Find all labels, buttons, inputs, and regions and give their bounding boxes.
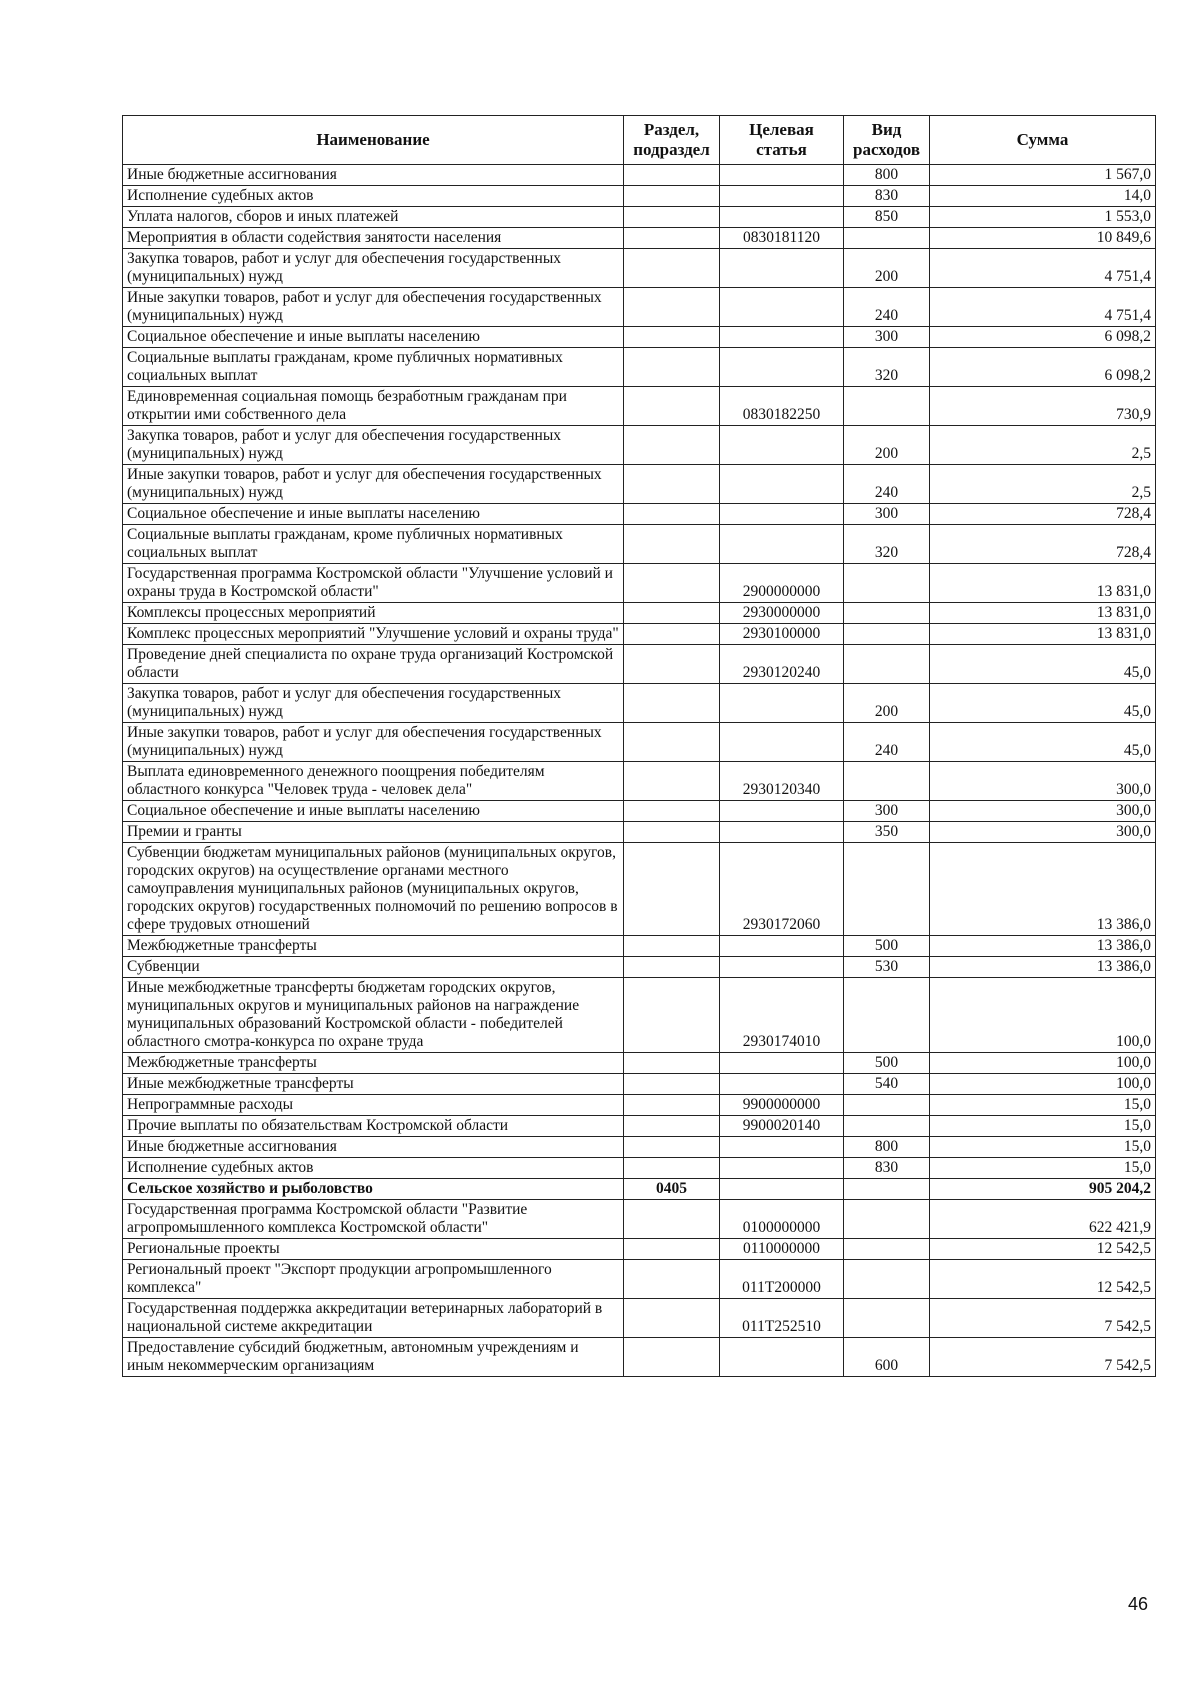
cell-type: 350 [844, 822, 930, 843]
table-row [123, 387, 1156, 426]
cell-section [624, 465, 720, 504]
cell-name: Уплата налогов, сборов и иных платежей [123, 207, 624, 228]
cell-name: Региональный проект "Экспорт продукции агропромышленного комплекса" [123, 1260, 624, 1299]
cell-section [624, 936, 720, 957]
cell-amount: 13 386,0 [930, 936, 1156, 957]
cell-name: Социальное обеспечение и иные выплаты населению [123, 504, 624, 525]
table-row [123, 645, 1156, 684]
cell-type: 540 [844, 1074, 930, 1095]
table-row [123, 564, 1156, 603]
cell-name: Иные бюджетные ассигнования [123, 165, 624, 186]
header-amount: Сумма [930, 116, 1156, 165]
cell-type: 300 [844, 504, 930, 525]
cell-amount: 1 567,0 [930, 165, 1156, 186]
table-row [123, 957, 1156, 978]
table-header-row [123, 116, 1156, 165]
cell-section [624, 249, 720, 288]
cell-type [844, 603, 930, 624]
cell-type: 320 [844, 525, 930, 564]
cell-article [720, 723, 844, 762]
cell-name: Комплекс процессных мероприятий "Улучшение условий и охраны труда" [123, 624, 624, 645]
cell-article: 0830182250 [720, 387, 844, 426]
cell-amount: 13 386,0 [930, 957, 1156, 978]
cell-type: 200 [844, 684, 930, 723]
cell-section [624, 822, 720, 843]
table-row [123, 1137, 1156, 1158]
cell-amount: 45,0 [930, 645, 1156, 684]
cell-section [624, 348, 720, 387]
cell-section [624, 564, 720, 603]
table-row [123, 801, 1156, 822]
cell-article: 2930174010 [720, 978, 844, 1053]
cell-amount: 730,9 [930, 387, 1156, 426]
cell-name: Мероприятия в области содействия занятости населения [123, 228, 624, 249]
cell-amount: 14,0 [930, 186, 1156, 207]
cell-section [624, 1239, 720, 1260]
cell-amount: 905 204,2 [930, 1179, 1156, 1200]
cell-name: Непрограммные расходы [123, 1095, 624, 1116]
table-row [123, 1074, 1156, 1095]
table-row [123, 1095, 1156, 1116]
cell-section [624, 957, 720, 978]
cell-amount: 12 542,5 [930, 1260, 1156, 1299]
cell-type: 830 [844, 1158, 930, 1179]
cell-section [624, 165, 720, 186]
cell-amount: 15,0 [930, 1116, 1156, 1137]
cell-name: Государственная программа Костромской области "Улучшение условий и охраны труда в Костромской области" [123, 564, 624, 603]
cell-name: Комплексы процессных мероприятий [123, 603, 624, 624]
cell-article [720, 249, 844, 288]
cell-name: Сельское хозяйство и рыболовство [123, 1179, 624, 1200]
cell-amount: 13 831,0 [930, 564, 1156, 603]
cell-section [624, 1074, 720, 1095]
table-row [123, 978, 1156, 1053]
cell-amount: 6 098,2 [930, 327, 1156, 348]
cell-amount: 45,0 [930, 723, 1156, 762]
cell-article [720, 1179, 844, 1200]
cell-name: Иные закупки товаров, работ и услуг для обеспечения государственных (муниципальных) нужд [123, 465, 624, 504]
table-row [123, 327, 1156, 348]
cell-type [844, 1200, 930, 1239]
cell-name: Закупка товаров, работ и услуг для обеспечения государственных (муниципальных) нужд [123, 684, 624, 723]
cell-section [624, 1095, 720, 1116]
cell-type [844, 978, 930, 1053]
table-row [123, 936, 1156, 957]
cell-article [720, 1338, 844, 1377]
cell-name: Социальное обеспечение и иные выплаты населению [123, 801, 624, 822]
cell-article [720, 801, 844, 822]
cell-article [720, 936, 844, 957]
cell-name: Субвенции [123, 957, 624, 978]
cell-type [844, 1239, 930, 1260]
cell-type: 500 [844, 1053, 930, 1074]
cell-type: 240 [844, 288, 930, 327]
cell-article: 2930172060 [720, 843, 844, 936]
cell-amount: 15,0 [930, 1137, 1156, 1158]
table-body [123, 165, 1156, 1377]
cell-amount: 12 542,5 [930, 1239, 1156, 1260]
cell-amount: 10 849,6 [930, 228, 1156, 249]
cell-article: 0830181120 [720, 228, 844, 249]
cell-article: 9900020140 [720, 1116, 844, 1137]
cell-type: 240 [844, 723, 930, 762]
cell-section [624, 1137, 720, 1158]
cell-article [720, 525, 844, 564]
cell-amount: 15,0 [930, 1158, 1156, 1179]
cell-amount: 2,5 [930, 465, 1156, 504]
table-row [123, 1239, 1156, 1260]
cell-article: 011Т200000 [720, 1260, 844, 1299]
cell-article [720, 288, 844, 327]
cell-type: 300 [844, 801, 930, 822]
header-section: Раздел, подраздел [624, 116, 720, 165]
cell-article: 0110000000 [720, 1239, 844, 1260]
cell-section [624, 624, 720, 645]
table-row [123, 762, 1156, 801]
cell-type [844, 1095, 930, 1116]
cell-section [624, 645, 720, 684]
cell-type [844, 624, 930, 645]
cell-name: Региональные проекты [123, 1239, 624, 1260]
cell-section [624, 1299, 720, 1338]
table-row [123, 504, 1156, 525]
cell-article: 2930100000 [720, 624, 844, 645]
cell-amount: 100,0 [930, 1053, 1156, 1074]
cell-name: Прочие выплаты по обязательствам Костромской области [123, 1116, 624, 1137]
cell-section [624, 723, 720, 762]
cell-type [844, 564, 930, 603]
cell-name: Закупка товаров, работ и услуг для обеспечения государственных (муниципальных) нужд [123, 249, 624, 288]
cell-article [720, 1074, 844, 1095]
cell-name: Государственная программа Костромской области "Развитие агропромышленного комплекса Костромской области" [123, 1200, 624, 1239]
cell-amount: 100,0 [930, 1074, 1156, 1095]
cell-type [844, 1260, 930, 1299]
cell-type [844, 1299, 930, 1338]
cell-amount: 300,0 [930, 762, 1156, 801]
cell-type: 850 [844, 207, 930, 228]
cell-section [624, 603, 720, 624]
cell-article [720, 1053, 844, 1074]
cell-type: 300 [844, 327, 930, 348]
cell-amount: 13 831,0 [930, 624, 1156, 645]
table-row [123, 822, 1156, 843]
cell-section [624, 801, 720, 822]
cell-section [624, 684, 720, 723]
table-row [123, 1338, 1156, 1377]
cell-section [624, 207, 720, 228]
cell-article [720, 165, 844, 186]
header-name: Наименование [123, 116, 624, 165]
cell-type: 530 [844, 957, 930, 978]
cell-article [720, 348, 844, 387]
header-article: Целевая статья [720, 116, 844, 165]
cell-amount: 100,0 [930, 978, 1156, 1053]
cell-type [844, 228, 930, 249]
cell-amount: 6 098,2 [930, 348, 1156, 387]
cell-section [624, 327, 720, 348]
cell-amount: 300,0 [930, 822, 1156, 843]
cell-name: Социальные выплаты гражданам, кроме публичных нормативных социальных выплат [123, 525, 624, 564]
table-row [123, 186, 1156, 207]
cell-name: Закупка товаров, работ и услуг для обеспечения государственных (муниципальных) нужд [123, 426, 624, 465]
cell-name: Проведение дней специалиста по охране труда организаций Костромской области [123, 645, 624, 684]
cell-type: 600 [844, 1338, 930, 1377]
table-row [123, 426, 1156, 465]
cell-type [844, 843, 930, 936]
cell-article: 2930000000 [720, 603, 844, 624]
table-row [123, 1260, 1156, 1299]
cell-amount: 728,4 [930, 504, 1156, 525]
cell-section [624, 525, 720, 564]
cell-amount: 622 421,9 [930, 1200, 1156, 1239]
cell-name: Предоставление субсидий бюджетным, автономным учреждениям и иным некоммерческим организациям [123, 1338, 624, 1377]
cell-section [624, 762, 720, 801]
cell-section [624, 426, 720, 465]
cell-amount: 4 751,4 [930, 249, 1156, 288]
table-row [123, 165, 1156, 186]
cell-name: Иные межбюджетные трансферты [123, 1074, 624, 1095]
table-row [123, 624, 1156, 645]
cell-amount: 728,4 [930, 525, 1156, 564]
table-row [123, 207, 1156, 228]
cell-type [844, 762, 930, 801]
table-row [123, 525, 1156, 564]
table-row [123, 684, 1156, 723]
cell-name: Иные межбюджетные трансферты бюджетам городских округов, муниципальных округов и муниципальных районов на награждение муниципальных образований Костромской области - победителей областного смотра-конкурса по охране труда [123, 978, 624, 1053]
cell-article [720, 186, 844, 207]
cell-article: 011Т252510 [720, 1299, 844, 1338]
cell-amount: 13 831,0 [930, 603, 1156, 624]
cell-amount: 1 553,0 [930, 207, 1156, 228]
header-type: Вид расходов [844, 116, 930, 165]
cell-name: Социальные выплаты гражданам, кроме публичных нормативных социальных выплат [123, 348, 624, 387]
table-row [123, 1299, 1156, 1338]
cell-name: Исполнение судебных актов [123, 186, 624, 207]
cell-section [624, 1200, 720, 1239]
cell-section [624, 1053, 720, 1074]
cell-type: 200 [844, 426, 930, 465]
cell-section [624, 387, 720, 426]
cell-name: Премии и гранты [123, 822, 624, 843]
cell-article: 2900000000 [720, 564, 844, 603]
table-row [123, 465, 1156, 504]
cell-amount: 13 386,0 [930, 843, 1156, 936]
cell-type [844, 1179, 930, 1200]
page-number: 46 [1128, 1594, 1149, 1614]
cell-amount: 4 751,4 [930, 288, 1156, 327]
cell-amount: 300,0 [930, 801, 1156, 822]
cell-article [720, 327, 844, 348]
cell-section [624, 843, 720, 936]
cell-name: Иные закупки товаров, работ и услуг для обеспечения государственных (муниципальных) нужд [123, 288, 624, 327]
cell-section [624, 1260, 720, 1299]
cell-article [720, 822, 844, 843]
cell-section [624, 186, 720, 207]
cell-amount: 45,0 [930, 684, 1156, 723]
cell-section [624, 228, 720, 249]
cell-article [720, 957, 844, 978]
cell-article [720, 426, 844, 465]
table-row [123, 288, 1156, 327]
cell-section [624, 978, 720, 1053]
cell-article [720, 207, 844, 228]
cell-type [844, 387, 930, 426]
cell-amount: 2,5 [930, 426, 1156, 465]
table-row [123, 348, 1156, 387]
cell-article: 0100000000 [720, 1200, 844, 1239]
cell-article: 2930120240 [720, 645, 844, 684]
table-row [123, 603, 1156, 624]
cell-section [624, 504, 720, 525]
cell-type [844, 645, 930, 684]
cell-section [624, 1338, 720, 1377]
table-row [123, 723, 1156, 762]
cell-name: Иные закупки товаров, работ и услуг для обеспечения государственных (муниципальных) нужд [123, 723, 624, 762]
cell-article: 9900000000 [720, 1095, 844, 1116]
cell-name: Межбюджетные трансферты [123, 1053, 624, 1074]
cell-name: Единовременная социальная помощь безработным гражданам при открытии ими собственного дела [123, 387, 624, 426]
cell-amount: 7 542,5 [930, 1338, 1156, 1377]
cell-article [720, 504, 844, 525]
cell-name: Межбюджетные трансферты [123, 936, 624, 957]
table-row [123, 1200, 1156, 1239]
cell-article [720, 684, 844, 723]
cell-amount: 15,0 [930, 1095, 1156, 1116]
table-row [123, 1179, 1156, 1200]
cell-type: 200 [844, 249, 930, 288]
cell-type: 500 [844, 936, 930, 957]
cell-type: 830 [844, 186, 930, 207]
cell-type: 800 [844, 1137, 930, 1158]
cell-amount: 7 542,5 [930, 1299, 1156, 1338]
table-row [123, 1053, 1156, 1074]
budget-table [122, 115, 1156, 1377]
cell-article: 2930120340 [720, 762, 844, 801]
table-row [123, 228, 1156, 249]
cell-type: 800 [844, 165, 930, 186]
cell-name: Субвенции бюджетам муниципальных районов (муниципальных округов, городских округов) на осуществление органами местного самоуправления муниципальных районов (муниципальных округов, городских округов) государственных полномочий по решению вопросов в сфере трудовых отношений [123, 843, 624, 936]
cell-name: Иные бюджетные ассигнования [123, 1137, 624, 1158]
cell-type [844, 1116, 930, 1137]
cell-name: Выплата единовременного денежного поощрения победителям областного конкурса "Человек труда - человек дела" [123, 762, 624, 801]
cell-article [720, 465, 844, 504]
cell-section [624, 1116, 720, 1137]
cell-article [720, 1137, 844, 1158]
cell-article [720, 1158, 844, 1179]
table-row [123, 249, 1156, 288]
cell-name: Социальное обеспечение и иные выплаты населению [123, 327, 624, 348]
table-row [123, 1116, 1156, 1137]
table-row [123, 843, 1156, 936]
cell-section [624, 288, 720, 327]
cell-type: 320 [844, 348, 930, 387]
cell-section [624, 1158, 720, 1179]
table-row [123, 1158, 1156, 1179]
cell-name: Исполнение судебных актов [123, 1158, 624, 1179]
cell-type: 240 [844, 465, 930, 504]
cell-section: 0405 [624, 1179, 720, 1200]
cell-name: Государственная поддержка аккредитации ветеринарных лабораторий в национальной системе аккредитации [123, 1299, 624, 1338]
